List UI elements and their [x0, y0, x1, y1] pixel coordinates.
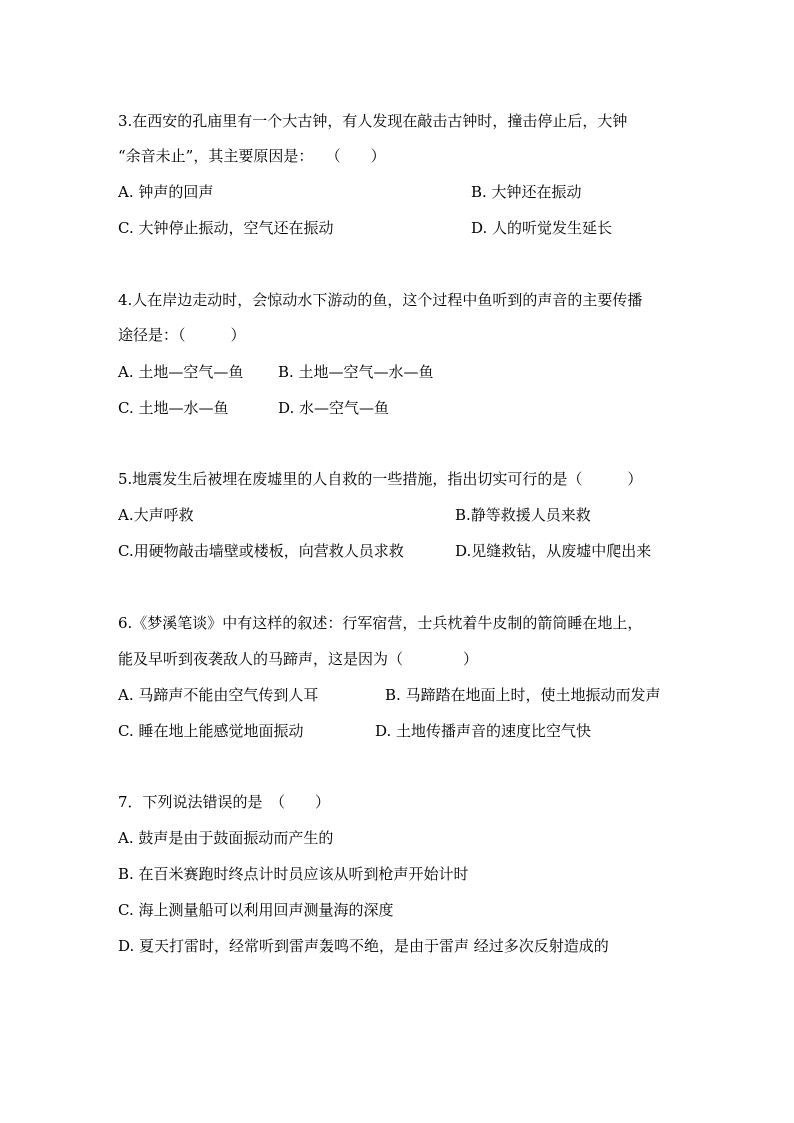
- question-4-option-c: C. 土地—水—鱼: [118, 399, 229, 417]
- question-3-option-c: C. 大钟停止振动，空气还在振动: [118, 219, 334, 237]
- question-6-option-a: A. 马蹄声不能由空气传到人耳: [118, 686, 319, 704]
- question-7-stem-line-1: 7．下列说法错误的是 （ ）: [118, 793, 331, 811]
- question-3-option-a: A. 钟声的回声: [118, 183, 214, 201]
- question-4-stem-line-1: 4.人在岸边走动时，会惊动水下游动的鱼，这个过程中鱼听到的声音的主要传播: [118, 291, 643, 309]
- question-6-option-b: B. 马蹄踏在地面上时，使土地振动而发声: [385, 686, 661, 704]
- question-5-option-c: C.用硬物敲击墙壁或楼板，向营救人员求救: [118, 542, 404, 560]
- question-5-option-d: D.见缝救钻，从废墟中爬出来: [455, 542, 652, 560]
- question-6-stem-line-1: 6.《梦溪笔谈》中有这样的叙述：行军宿营，士兵枕着牛皮制的箭筒睡在地上，: [118, 614, 643, 632]
- question-7-option-a: A. 鼓声是由于鼓面振动而产生的: [118, 829, 334, 847]
- question-5-option-a: A.大声呼救: [118, 506, 194, 524]
- question-7-option-d: D. 夏天打雷时，经常听到雷声轰鸣不绝，是由于雷声 经过多次反射造成的: [118, 937, 609, 955]
- question-4-option-b: B. 土地—空气—水—鱼: [278, 363, 434, 381]
- question-3-stem-line-2: “余音未止”，其主要原因是： （ ）: [118, 147, 386, 165]
- question-4-option-a: A. 土地—空气—鱼: [118, 363, 244, 381]
- question-4-stem-line-2: 途径是：（ ）: [118, 326, 246, 344]
- question-4-option-d: D. 水—空气—鱼: [278, 399, 390, 417]
- question-6-option-d: D. 土地传播声音的速度比空气快: [375, 722, 592, 740]
- question-3-option-b: B. 大钟还在振动: [471, 183, 582, 201]
- question-3-option-d: D. 人的听觉发生延长: [471, 219, 613, 237]
- question-5-option-b: B.静等救援人员来救: [455, 506, 591, 524]
- question-6-option-c: C. 睡在地上能感觉地面振动: [118, 722, 304, 740]
- question-7-option-b: B. 在百米赛跑时终点计时员应该从听到枪声开始计时: [118, 865, 469, 883]
- question-7-option-c: C. 海上测量船可以利用回声测量海的深度: [118, 901, 394, 919]
- question-5-stem-line-1: 5.地震发生后被埋在废墟里的人自救的一些措施，指出切实可行的是（ ）: [118, 470, 643, 488]
- question-6-stem-line-2: 能及早听到夜袭敌人的马蹄声，这是因为（ ）: [118, 650, 479, 668]
- question-3-stem-line-1: 3.在西安的孔庙里有一个大古钟，有人发现在敲击古钟时，撞击停止后，大钟: [118, 112, 628, 130]
